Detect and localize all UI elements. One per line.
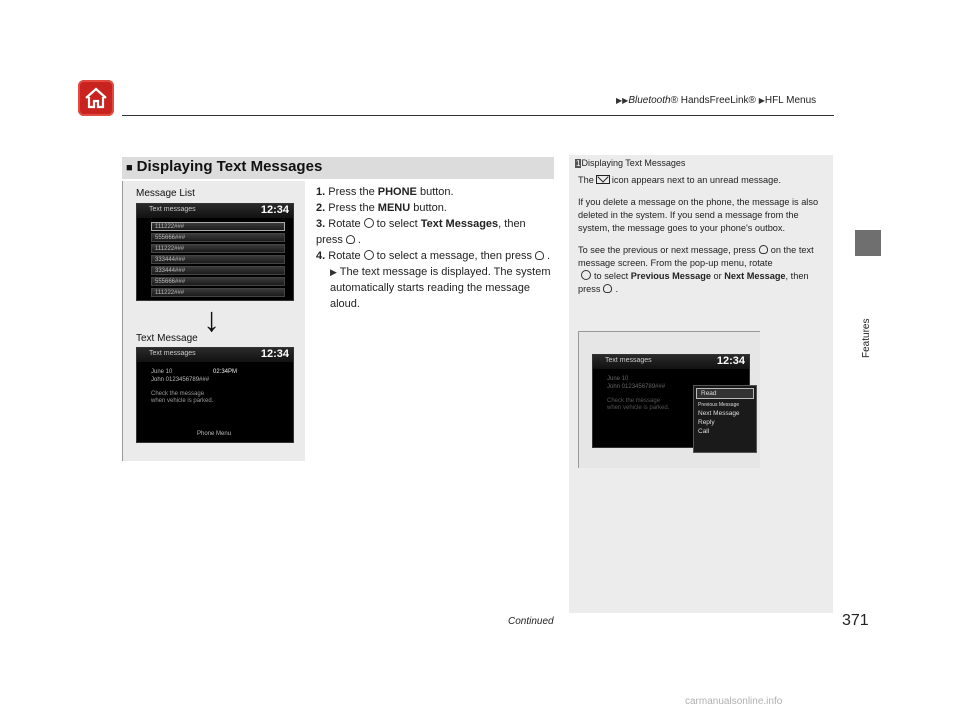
note-paragraph-2: If you delete a message on the phone, the message is also deleted in the system. If you send a message from the system, the message goes to your phone's outbox.: [578, 197, 819, 233]
side-tab-marker[interactable]: [855, 230, 881, 256]
message-body: Check the message: [607, 398, 661, 404]
message-sender: John 0123456789###: [151, 377, 210, 383]
envelope-icon: [596, 175, 610, 184]
continued-label: Continued: [508, 616, 554, 627]
list-item: 333444###: [151, 266, 285, 275]
note-figure-panel: [578, 331, 760, 468]
breadcrumb-handsfreelink[interactable]: ® HandsFreeLink®: [670, 95, 756, 106]
list-item: 111222###: [151, 222, 285, 231]
screen-clock: 12:34: [260, 348, 289, 360]
screen-clock: 12:34: [716, 355, 745, 367]
figure-panel: [122, 181, 305, 461]
breadcrumb-hfl-menus[interactable]: HFL Menus: [764, 95, 817, 106]
note-paragraph-3: To see the previous or next message, press on the text message screen. From the pop-up menu, rotate to select Previous Message or Next Message, then press .: [578, 245, 814, 294]
popup-item-call[interactable]: Call: [698, 428, 710, 435]
figure-label-message-list: Message List: [136, 188, 195, 199]
phone-menu-hint: Phone Menu: [197, 431, 232, 437]
message-list-screen: [136, 203, 294, 301]
note-heading: 1Displaying Text Messages: [576, 158, 686, 168]
text-message-screen: [136, 347, 294, 443]
selector-knob-icon: [581, 270, 591, 280]
list-item: 333444###: [151, 255, 285, 264]
side-tab-label: Features: [861, 318, 872, 358]
message-date: June 10: [151, 369, 173, 375]
note-marker-icon: 1: [576, 159, 581, 168]
breadcrumb-arrow-icon: ▶▶: [616, 96, 629, 105]
list-item: 111222###: [151, 288, 285, 297]
breadcrumb-bluetooth[interactable]: Bluetooth: [628, 95, 671, 106]
square-bullet-icon: ■: [126, 162, 133, 174]
breadcrumb-arrow-icon: ▶: [758, 96, 765, 105]
list-item: 555666###: [151, 277, 285, 286]
step-3: 3. Rotate to select Text Messages, then press .: [316, 218, 526, 246]
step-2: 2. Press the MENU button.: [316, 202, 447, 214]
step-4: 4. Rotate to select a message, then press .: [316, 250, 551, 262]
down-arrow-icon: ↓: [203, 301, 220, 339]
step-1: 1. Press the PHONE button.: [316, 186, 454, 198]
selector-knob-icon: [364, 218, 374, 228]
home-button[interactable]: [78, 80, 114, 116]
screen-title-bar: [137, 204, 293, 218]
enter-button-icon: [759, 245, 768, 254]
message-body: when vehicle is parked.: [607, 405, 670, 411]
watermark: carmanualsonline.info: [685, 696, 783, 707]
home-icon: [84, 87, 108, 109]
message-body: when vehicle is parked.: [151, 398, 214, 404]
enter-button-icon: [535, 251, 544, 260]
list-item: 111222###: [151, 244, 285, 253]
result-arrow-icon: ▶: [330, 267, 337, 277]
message-sender: John 0123456789###: [607, 384, 666, 390]
screen-title: Text messages: [149, 206, 196, 213]
enter-button-icon: [346, 235, 355, 244]
screen-title: Text messages: [149, 350, 196, 357]
popup-menu-screen: [592, 354, 750, 448]
message-time: 02:34PM: [213, 369, 238, 375]
enter-button-icon: [603, 284, 612, 293]
step-4-result: ▶ The text message is displayed. The system automatically starts reading the message aloud.: [330, 266, 551, 310]
screen-title-bar: [137, 348, 293, 362]
figure-label-text-message: Text Message: [136, 333, 198, 344]
breadcrumb: [616, 95, 816, 106]
note-text: [578, 174, 828, 305]
message-date: June 10: [607, 376, 629, 382]
popup-item-next[interactable]: Next Message: [698, 410, 740, 417]
header-divider: [122, 115, 834, 116]
popup-item-previous[interactable]: Previous Message: [698, 402, 740, 408]
message-body: Check the message: [151, 391, 205, 397]
section-title: ■ Displaying Text Messages: [126, 158, 323, 175]
popup-menu: [693, 385, 757, 453]
popup-item-read[interactable]: Read: [696, 388, 754, 399]
page-number: 371: [842, 612, 869, 629]
screen-title-bar: [593, 355, 749, 369]
list-item: 555666###: [151, 233, 285, 242]
note-paragraph-1: The icon appears next to an unread message.: [578, 175, 781, 185]
instruction-steps: [316, 184, 552, 312]
screen-clock: 12:34: [260, 204, 289, 216]
screen-title: Text messages: [605, 357, 652, 364]
popup-item-reply[interactable]: Reply: [698, 419, 715, 426]
selector-knob-icon: [364, 250, 374, 260]
